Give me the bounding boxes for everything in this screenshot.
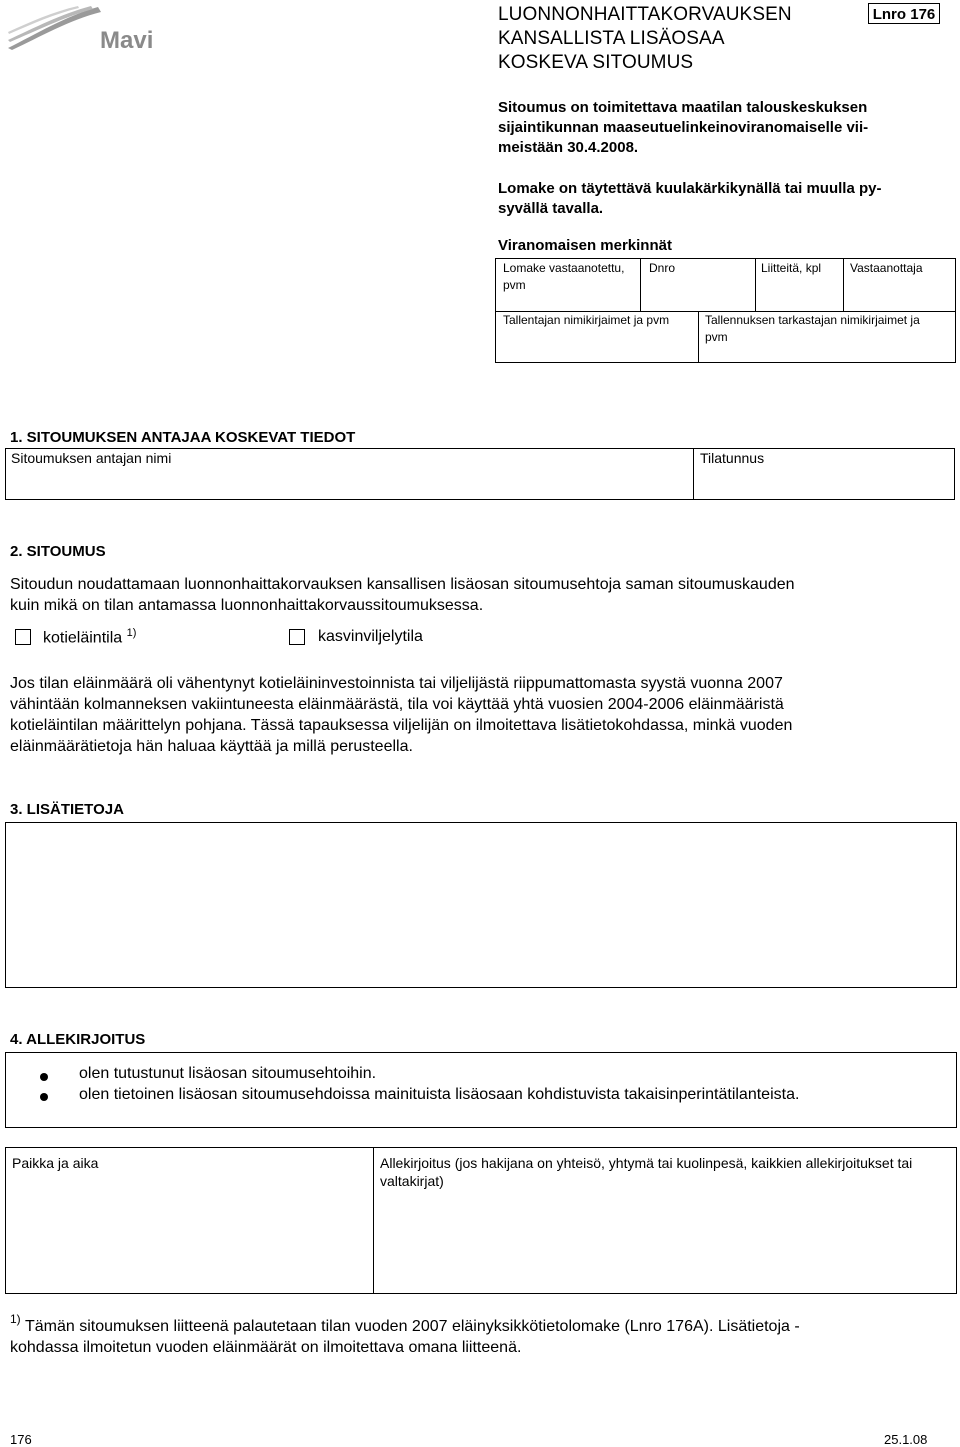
section1-heading: 1. SITOUMUKSEN ANTAJAA KOSKEVAT TIEDOT <box>10 429 356 446</box>
livestock-note: Jos tilan eläinmäärä oli vähentynyt kotieläininvestoinnista tai viljelijästä riippumattomasta syystä vuonna 2007 vähintään kolmanneksen vakiintuneesta eläinmäärästä, tila voi käyttää yhtä vuosien 2004-2006 eläinmääristä kotieläintilan määrittelyn pohjana. Tässä tapauksessa viljelijän on ilmoitettava lisätietokohdassa, minkä vuoden eläinmäärätietoja hän haluaa käyttää ja millä perusteella. <box>10 675 793 755</box>
received-date-field[interactable]: Lomake vastaanotettu, pvm <box>503 261 625 292</box>
authority-heading: Viranomaisen merkinnät <box>498 237 672 254</box>
form-number: Lnro 176 <box>868 3 940 24</box>
bullet-icon <box>40 1093 48 1101</box>
bullet-icon <box>40 1073 48 1081</box>
additional-info-field[interactable] <box>5 822 957 988</box>
form-title <box>498 3 858 75</box>
section1-box <box>5 448 955 500</box>
place-date-field[interactable]: Paikka ja aika <box>12 1155 99 1171</box>
receiver-field[interactable]: Vastaanottaja <box>850 261 923 275</box>
livestock-farm-label: kotieläintila $^{1)}$ <box>43 627 137 647</box>
signature-field[interactable]: Allekirjoitus (jos hakijana on yhteisö, yhtymä tai kuolinpesä, kaikkien allekirjoitukset tai valtakirjat) <box>380 1155 913 1189</box>
commitment-text: Sitoudun noudattamaan luonnonhaittakorvauksen kansallisen lisäosan sitoumusehtoja saman sitoumuskauden kuin mikä on tilan antamassa luonnonhaittakorvaussitoumuksessa. <box>10 576 795 614</box>
name-field[interactable]: Sitoumuksen antajan nimi <box>11 450 172 466</box>
filling-instructions: Lomake on täytettävä kuulakärkikynällä tai muulla py- syvällä tavalla. <box>498 180 882 217</box>
dnro-field[interactable]: Dnro <box>649 261 676 275</box>
acknowledgement-1: olen tutustunut lisäosan sitoumusehtoihin. <box>79 1065 377 1082</box>
section3-heading: 3. LISÄTIETOJA <box>10 801 124 818</box>
title-line-3: KOSKEVA SITOUMUS <box>498 52 694 73</box>
mavi-logo <box>6 4 161 52</box>
checker-field[interactable]: Tallennuksen tarkastajan nimikirjaimet ja pvm <box>705 313 920 344</box>
logo-text: Mavi <box>100 27 154 52</box>
section2-heading: 2. SITOUMUS <box>10 543 106 560</box>
farm-id-field[interactable]: Tilatunnus <box>700 450 765 466</box>
crop-farm-label: kasvinviljelytila <box>318 628 423 645</box>
footnote-line-1: Tämän sitoumuksen liitteenä palautetaan tilan vuoden 2007 eläinyksikkötietolomake (Lnro 176A). Lisätietoja - <box>25 1318 800 1335</box>
title-line-2: KANSALLISTA LISÄOSAA <box>498 28 725 49</box>
footnote-marker: 1) <box>10 1312 21 1326</box>
recorder-field[interactable]: Tallentajan nimikirjaimet ja pvm <box>503 313 670 327</box>
crop-farm-checkbox[interactable] <box>289 629 305 645</box>
livestock-farm-checkbox[interactable] <box>15 629 31 645</box>
footer-date: 25.1.08 <box>884 1432 928 1447</box>
section4-heading: 4. ALLEKIRJOITUS <box>10 1031 146 1048</box>
submission-instructions: Sitoumus on toimitettava maatilan talouskeskuksen sijaintikunnan maaseutuelinkeinoviranomaiselle vii- meistään 30.4.2008. <box>498 99 869 156</box>
title-line-1: LUONNONHAITTAKORVAUKSEN <box>498 4 792 25</box>
authority-box <box>495 258 956 363</box>
signature-box <box>5 1147 957 1294</box>
attachments-field[interactable]: Liitteitä, kpl <box>761 261 822 275</box>
acknowledgement-2: olen tietoinen lisäosan sitoumusehdoissa mainituista lisäosaan kohdistuvista takaisinperintätilanteista. <box>79 1086 800 1103</box>
footnote-line-2: kohdassa ilmoitetun vuoden eläinmäärät on ilmoitettava omana liitteenä. <box>10 1339 522 1356</box>
footer-form-code: 176 <box>10 1432 32 1447</box>
